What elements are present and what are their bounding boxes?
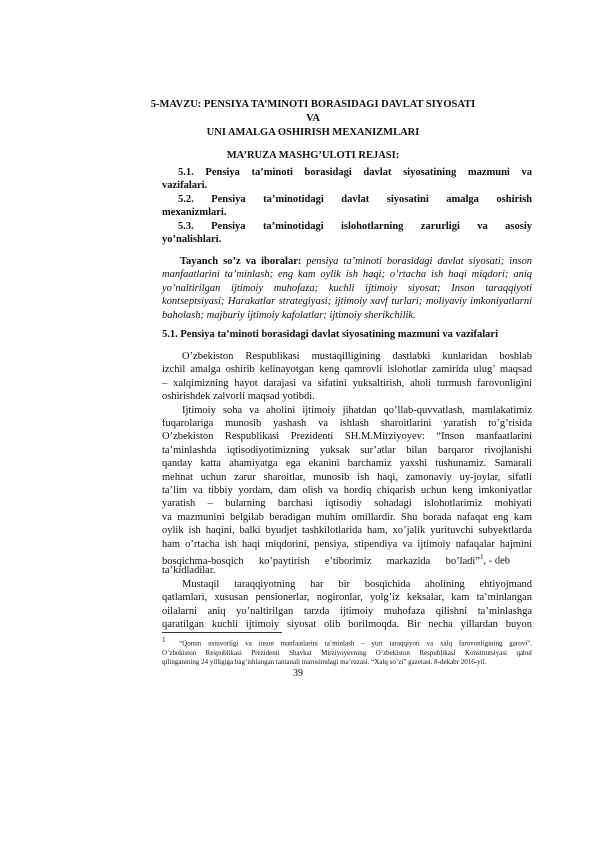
- keywords-text: pensiya ta’minoti borasidagi davlat siyosati; inson manfaatlarini ta’minlash; eng kam oylik ish haqi; o’rtacha ish haqi miqdori; aniq yo’naltirilgan ijtimoiy muhofaza; kuchli ijtimoiy siyosat; Inson taraqqiyoti kontseptsiyasi; Harakatlar strategiyasi; ijtimoiy xavf turlari; moliyaviy imkoniyatlarni baholash; majburiy ijtimoiy kafolatlar; ijtimoiy sherikchilik.: [162, 256, 532, 321]
- body-line: ta’minlashda iqtisodiyotimizning yuksak sur’atlar bilan barqaror rivojlanishi: [162, 444, 532, 456]
- plan-item-5-2: [162, 193, 532, 220]
- body-line: mehnat uchun zarur sharoitlar, munosib ish haqi, zamonaviy uy-joylar, sifatli: [162, 471, 532, 483]
- body-line: O’zbekiston Respublikasi Prezidenti SH.M.Mirziyoyev: “Inson manfaatlarini: [162, 431, 532, 443]
- body-line-text: bosqichma-bosqich ko’paytirish e’tiborimiz markazida bo’ladi”: [162, 555, 480, 567]
- title-line: UNI AMALGA OSHIRISH MEXANIZMLARI: [206, 127, 420, 138]
- footnote-text: “Qonun ustuvorligi va inson manfaatlarini ta’minlash – yurt taraqqiyoti va xalq farovonligining garovi”.: [179, 639, 533, 648]
- body-line: qaratilgan kuchli ijtimoiy siyosat olib borilmoqda. Bir necha yillardan buyon: [162, 619, 532, 630]
- lecture-plan-heading: MA’RUZA MASHG’ULOTI REJASI:: [226, 150, 400, 161]
- plan-item-line: 5.3. Pensiya ta’minotidagi islohotlarning zarurligi va asosiy: [178, 221, 532, 232]
- footnote-marker: 1: [162, 636, 166, 644]
- footnote-divider: [162, 632, 282, 633]
- body-line: va mazmunini belgilab beradigan muhim omillardir. Shu borada nafaqat eng kam: [162, 511, 532, 523]
- body-line: qatlamlari, xususan pensionerlar, nogironlar, yolg’iz keksalar, kam ta’minlangan: [162, 592, 532, 604]
- plan-item-5-3: [162, 220, 532, 247]
- body-line: oshirishdek zalvorli maqsad yotibdi.: [162, 391, 315, 403]
- plan-item-line: yo’nalishlari.: [162, 234, 222, 246]
- footnote-line: O’zbekiston Respublikasi Prezidenti Shavkat Mirziyoyevning O’zbekiston Respublikasi Konstitutsiyasi qabul: [162, 648, 532, 657]
- body-line: qanday katta ahamiyatga ega ekanini barchamiz yaxshi tushunamiz. Samarali: [162, 458, 532, 470]
- body-line: izchil amalga oshirib kelinayotgan keng qamrovli islohotlar zamirida ulug’ maqsad: [162, 364, 532, 376]
- body-line: – xalqimizning hayot darajasi va sifatini yuksaltirish, aholi turmush farovonligini: [162, 377, 532, 389]
- quote-tail: , - deb: [483, 555, 511, 567]
- body-line: Mustaqil taraqqiyotning har bir bosqichida aholining ehtiyojmand: [182, 578, 532, 590]
- body-line: ta’lim va tibbiy yordam, dam olish va hordiq chiqarish uchun keng imkoniyatlar: [162, 485, 532, 496]
- keywords-paragraph: [162, 255, 532, 322]
- body-line: yaratish – bularning barchasi iqtisodiy sohadagi islohotlarimiz mohiyati: [162, 498, 532, 510]
- section-heading: 5.1. Pensiya ta’minoti borasidagi davlat siyosatining mazmuni va vazifalari: [162, 329, 499, 340]
- footnote-line: [162, 636, 532, 649]
- body-line: oylik ish haqini, balki byudjet tashkilotlarida ham, xo’jalik yurituvchi subyektlarda: [162, 525, 532, 537]
- body-line: fuqarolariga munosib yashash va ishlash sharoitlarini yaratish to’g’risida: [162, 418, 532, 429]
- plan-item-line: 5.1. Pensiya ta’minoti borasidagi davlat siyosatining mazmuni va: [178, 167, 532, 178]
- body-line: oilalarni aniq yo’naltirilgan tarzda ijtimoiy muhofaza qilishni ta’minlashga: [162, 605, 532, 617]
- plan-item-5-1: [162, 166, 532, 193]
- footnote: [162, 636, 532, 668]
- title-line: 5-MAVZU: PENSIYA TA’MINOTI BORASIDAGI DAVLAT SIYOSATI VA: [150, 99, 476, 124]
- plan-item-line: mexanizmlari.: [162, 207, 227, 219]
- footnote-reference: 1: [480, 553, 484, 561]
- body-line: ta’kidladilar.: [162, 565, 216, 577]
- footnote-line: qilinganining 24 yilligiga bag’ishlangan tantanali marosimdagi ma’ruzasi. “Xalq so’zi” gazetasi. 8-dekabr 2016-yil.: [162, 658, 487, 667]
- keywords-label: Tayanch so’z va iboralar:: [180, 256, 302, 267]
- page-number: 39: [293, 668, 303, 679]
- chapter-title: [143, 98, 483, 140]
- body-line: ham o’rtacha ish haqi miqdorini, pensiya, stipendiya va ijtimoiy nafaqalar hajmini: [162, 538, 532, 550]
- body-line: O’zbekiston Respublikasi mustaqilligining dastlabki kunlaridan boshlab: [182, 351, 532, 362]
- plan-item-line: 5.2. Pensiya ta’minotidagi davlat siyosatini amalga oshirish: [178, 194, 532, 205]
- body-line: Ijtimoiy soha va aholini ijtimoiy jihatdan qo’llab-quvvatlash, mamlakatimiz: [182, 404, 532, 416]
- plan-item-line: vazifalari.: [162, 180, 208, 192]
